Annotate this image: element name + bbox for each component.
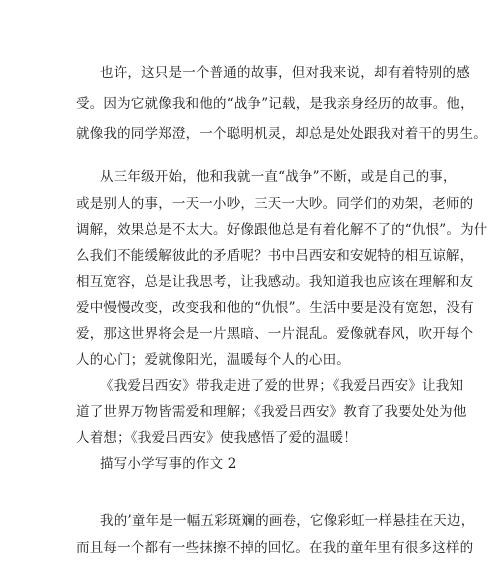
- paragraph-2-line-1: 从三年级开始，他和我就一直“战争”不断，或是自己的事，: [100, 169, 457, 185]
- paragraph-2-line-8: 人的心门；爱就像阳光，温暖每个人的心田。: [76, 352, 350, 368]
- paragraph-2-line-5: 相互宽容，总是让我思考，让我感动。我知道我也应该在理解和友: [76, 274, 474, 290]
- paragraph-4-line-2: 而且每一个都有一些抹擦不掉的回忆。在我的童年里有很多这样的: [76, 540, 474, 556]
- paragraph-3-line-3: 人着想；《我爱吕西安》使我感悟了爱的温暖！: [76, 430, 357, 446]
- paragraph-4-line-1: 我的’童年是一幅五彩斑斓的画卷，它像彩虹一样悬挂在天边，: [100, 513, 475, 529]
- paragraph-2-line-2: 或是别人的事，一天一小吵，三天一大吵。同学们的劝架，老师的: [76, 196, 474, 212]
- paragraph-1-line-1: 也许，这只是一个普通的故事，但对我来说，却有着特别的感: [100, 65, 470, 81]
- paragraph-2-line-4: 么我们不能缓解彼此的矛盾呢？书中吕西安和安妮特的相互谅解，: [76, 248, 474, 264]
- paragraph-1-line-3: 就像我的同学郑澄，一个聪明机灵，却总是处处跟我对着干的男生。: [76, 126, 487, 142]
- section-heading: 描写小学写事的作文 2: [100, 456, 237, 472]
- paragraph-3-line-2: 道了世界万物皆需爱和理解；《我爱吕西安》教育了我要处处为他: [76, 404, 467, 420]
- paragraph-2-line-7: 爱，那这世界将会是一片黑暗、一片混乱。爱像就春风，吹开每个: [76, 326, 474, 342]
- paragraph-2-line-6: 爱中慢慢改变，改变我和他的“仇恨”。生活中要是没有宽恕，没有: [76, 300, 474, 316]
- paragraph-1-line-2: 受。因为它就像我和他的“战争”记载，是我亲身经历的故事。他，: [76, 96, 474, 112]
- paragraph-3-line-1: 《我爱吕西安》带我走进了爱的世界；《我爱吕西安》让我知: [100, 378, 464, 394]
- paragraph-2-line-3: 调解，效果总是不太大。好像跟他总是有着化解不了的“仇恨”。为什: [76, 222, 488, 238]
